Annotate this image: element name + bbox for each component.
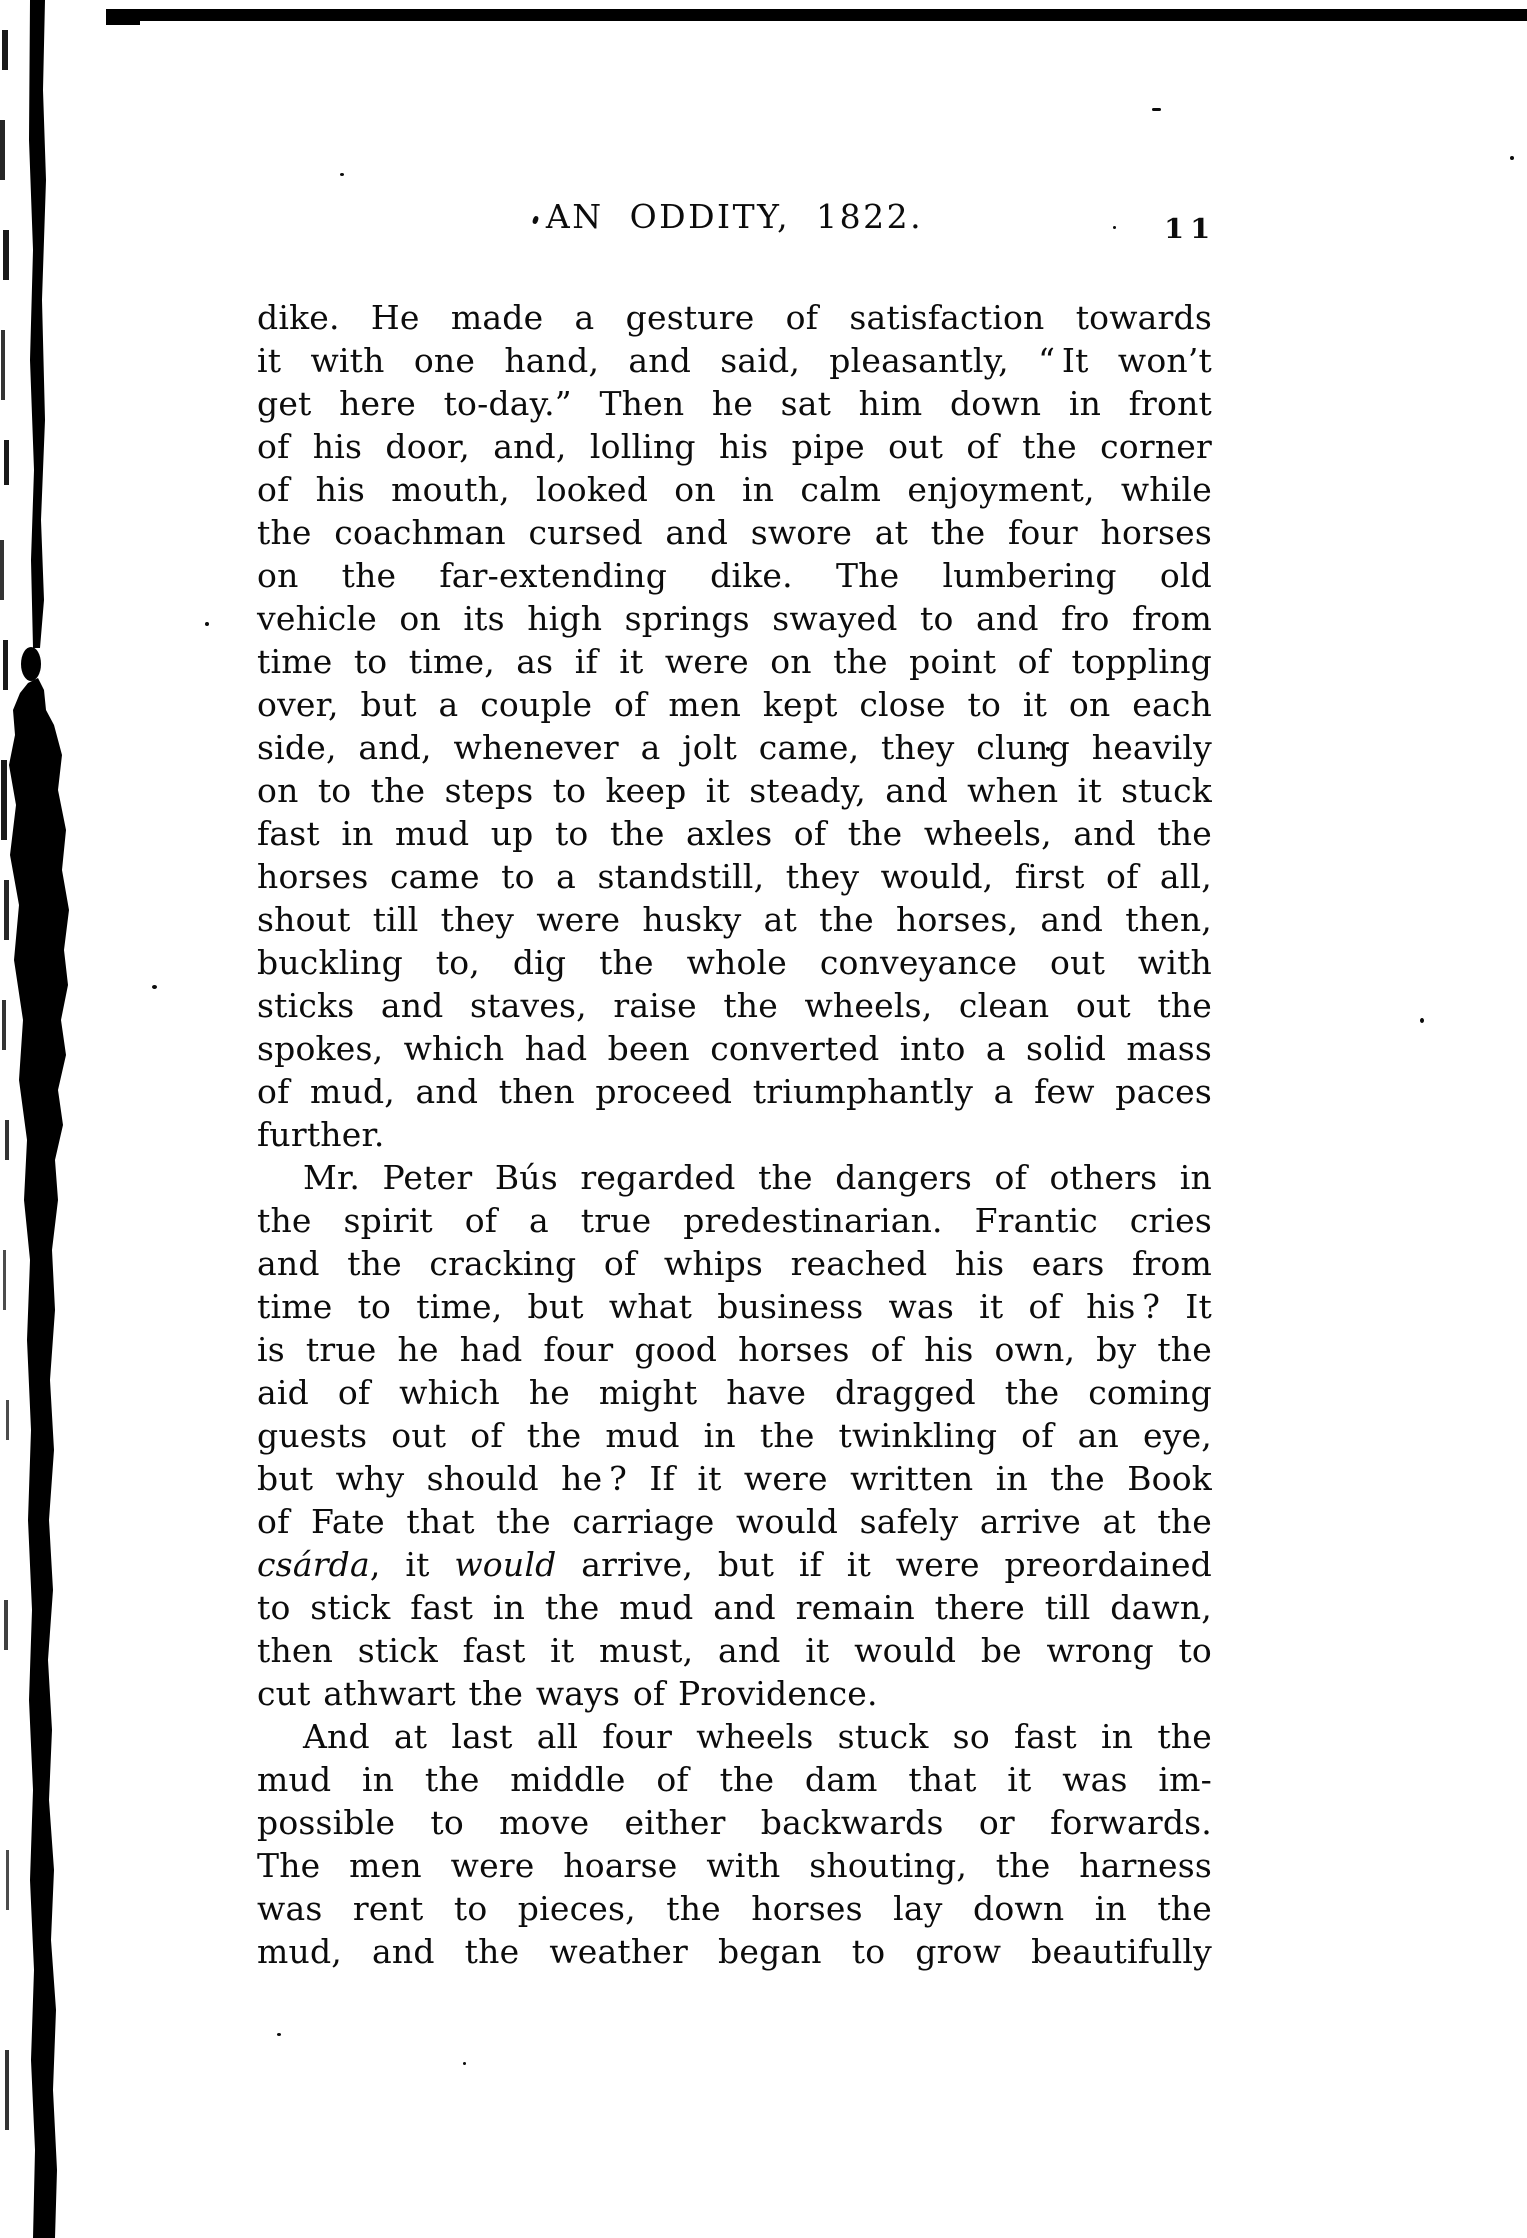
text-segment: spokes, which had been converted into a solid mass bbox=[257, 1029, 1212, 1068]
text-segment: on the far-extending dike. The lumbering old bbox=[257, 556, 1212, 595]
text-line bbox=[257, 1113, 1212, 1156]
paragraph bbox=[257, 296, 1212, 1156]
page-number: 11 bbox=[1164, 213, 1217, 245]
scan-speck bbox=[1420, 1018, 1424, 1023]
text-line bbox=[257, 1500, 1212, 1543]
text-segment: but why should he ? If it were written in the Book bbox=[257, 1459, 1212, 1498]
text-line bbox=[257, 1199, 1212, 1242]
text-segment: aid of which he might have dragged the coming bbox=[257, 1373, 1212, 1412]
text-line bbox=[257, 1414, 1212, 1457]
text-segment: then stick fast it must, and it would be wrong to bbox=[257, 1631, 1212, 1670]
text-line bbox=[257, 468, 1212, 511]
scan-speck bbox=[1152, 108, 1161, 111]
text-segment: cut athwart the ways of Providence. bbox=[257, 1674, 878, 1713]
scan-speck bbox=[277, 2033, 281, 2036]
scan-speck bbox=[1510, 156, 1514, 160]
text-line bbox=[257, 1930, 1212, 1973]
text-line bbox=[257, 1887, 1212, 1930]
text-segment: vehicle on its high springs swayed to and fro from bbox=[257, 599, 1212, 638]
text-line bbox=[257, 941, 1212, 984]
scan-speck bbox=[152, 985, 157, 989]
paragraph bbox=[257, 1156, 1212, 1715]
italic-text: csárda bbox=[257, 1545, 370, 1584]
text-segment: sticks and staves, raise the wheels, clean out the bbox=[257, 986, 1212, 1025]
text-line bbox=[257, 296, 1212, 339]
text-segment: buckling to, dig the whole conveyance out with bbox=[257, 943, 1212, 982]
text-line bbox=[257, 1586, 1212, 1629]
text-segment: further. bbox=[257, 1115, 385, 1154]
text-segment: get here to-day.” Then he sat him down in front bbox=[257, 384, 1212, 423]
text-segment: is true he had four good horses of his own, by the bbox=[257, 1330, 1212, 1369]
text-line bbox=[257, 382, 1212, 425]
text-segment: on to the steps to keep it steady, and when it stuck bbox=[257, 771, 1212, 810]
text-line bbox=[257, 1844, 1212, 1887]
text-segment: And at last all four wheels stuck so fast in the bbox=[303, 1717, 1212, 1756]
text-segment: horses came to a standstill, they would, first of all, bbox=[257, 857, 1212, 896]
text-line bbox=[257, 554, 1212, 597]
scan-artifact-binding-smudge bbox=[0, 0, 80, 2238]
text-line bbox=[257, 1328, 1212, 1371]
text-segment: time to time, but what business was it of his ? It bbox=[257, 1287, 1212, 1326]
text-segment: mud, and the weather began to grow beautifully bbox=[257, 1932, 1212, 1971]
text-segment: mud in the middle of the dam that it was im- bbox=[257, 1760, 1212, 1799]
text-segment: fast in mud up to the axles of the wheels, and the bbox=[257, 814, 1212, 853]
scan-artifact-top-edge bbox=[106, 9, 1527, 21]
scan-speck bbox=[340, 173, 344, 176]
text-segment: possible to move either backwards or forwards. bbox=[257, 1803, 1212, 1842]
scan-speck bbox=[463, 2062, 466, 2065]
text-segment: guests out of the mud in the twinkling of an eye, bbox=[257, 1416, 1212, 1455]
text-segment: the spirit of a true predestinarian. Frantic cries bbox=[257, 1201, 1212, 1240]
text-segment: Mr. Peter Bús regarded the dangers of others in bbox=[303, 1158, 1212, 1197]
text-segment: time to time, as if it were on the point of toppling bbox=[257, 642, 1212, 681]
text-line bbox=[257, 640, 1212, 683]
text-segment: arrive, but if it were preordained bbox=[556, 1545, 1212, 1584]
text-segment: shout till they were husky at the horses, and then, bbox=[257, 900, 1212, 939]
text-line bbox=[257, 339, 1212, 382]
scan-speck bbox=[205, 622, 209, 626]
text-line bbox=[257, 683, 1212, 726]
text-segment: it with one hand, and said, pleasantly, “ It won’t bbox=[257, 341, 1212, 380]
text-segment: side, and, whenever a jolt came, they clung heavily bbox=[257, 728, 1212, 767]
text-segment: was rent to pieces, the horses lay down in the bbox=[257, 1889, 1212, 1928]
text-line bbox=[257, 769, 1212, 812]
text-line bbox=[257, 597, 1212, 640]
text-line bbox=[257, 1457, 1212, 1500]
running-head bbox=[257, 196, 1212, 238]
text-line bbox=[257, 1629, 1212, 1672]
text-line bbox=[257, 1070, 1212, 1113]
text-line bbox=[257, 1027, 1212, 1070]
text-line bbox=[257, 1672, 1212, 1715]
text-line bbox=[257, 1801, 1212, 1844]
text-segment: of Fate that the carriage would safely arrive at the bbox=[257, 1502, 1212, 1541]
text-line bbox=[257, 1242, 1212, 1285]
text-line bbox=[257, 726, 1212, 769]
text-segment: of his mouth, looked on in calm enjoyment, while bbox=[257, 470, 1212, 509]
text-line bbox=[257, 425, 1212, 468]
text-segment: The men were hoarse with shouting, the harness bbox=[257, 1846, 1212, 1885]
text-line bbox=[257, 984, 1212, 1027]
text-line bbox=[257, 1285, 1212, 1328]
text-segment: and the cracking of whips reached his ears from bbox=[257, 1244, 1212, 1283]
text-line bbox=[257, 898, 1212, 941]
paragraph bbox=[257, 1715, 1212, 1973]
text-segment: , it bbox=[369, 1545, 455, 1584]
text-segment: of mud, and then proceed triumphantly a few paces bbox=[257, 1072, 1212, 1111]
chapter-title: AN ODDITY, 1822. bbox=[545, 197, 924, 236]
text-line bbox=[257, 1371, 1212, 1414]
text-line bbox=[257, 812, 1212, 855]
text-block bbox=[257, 296, 1212, 1973]
text-segment: the coachman cursed and swore at the four horses bbox=[257, 513, 1212, 552]
text-line bbox=[257, 1758, 1212, 1801]
text-line bbox=[257, 1543, 1212, 1586]
text-segment: to stick fast in the mud and remain there till dawn, bbox=[257, 1588, 1212, 1627]
text-line bbox=[257, 1715, 1212, 1758]
italic-text: would bbox=[454, 1545, 557, 1584]
text-line bbox=[257, 511, 1212, 554]
text-line bbox=[257, 855, 1212, 898]
text-line bbox=[257, 1156, 1212, 1199]
text-segment: over, but a couple of men kept close to it on each bbox=[257, 685, 1212, 724]
text-segment: of his door, and, lolling his pipe out of the corner bbox=[257, 427, 1212, 466]
text-segment: dike. He made a gesture of satisfaction towards bbox=[257, 298, 1212, 337]
